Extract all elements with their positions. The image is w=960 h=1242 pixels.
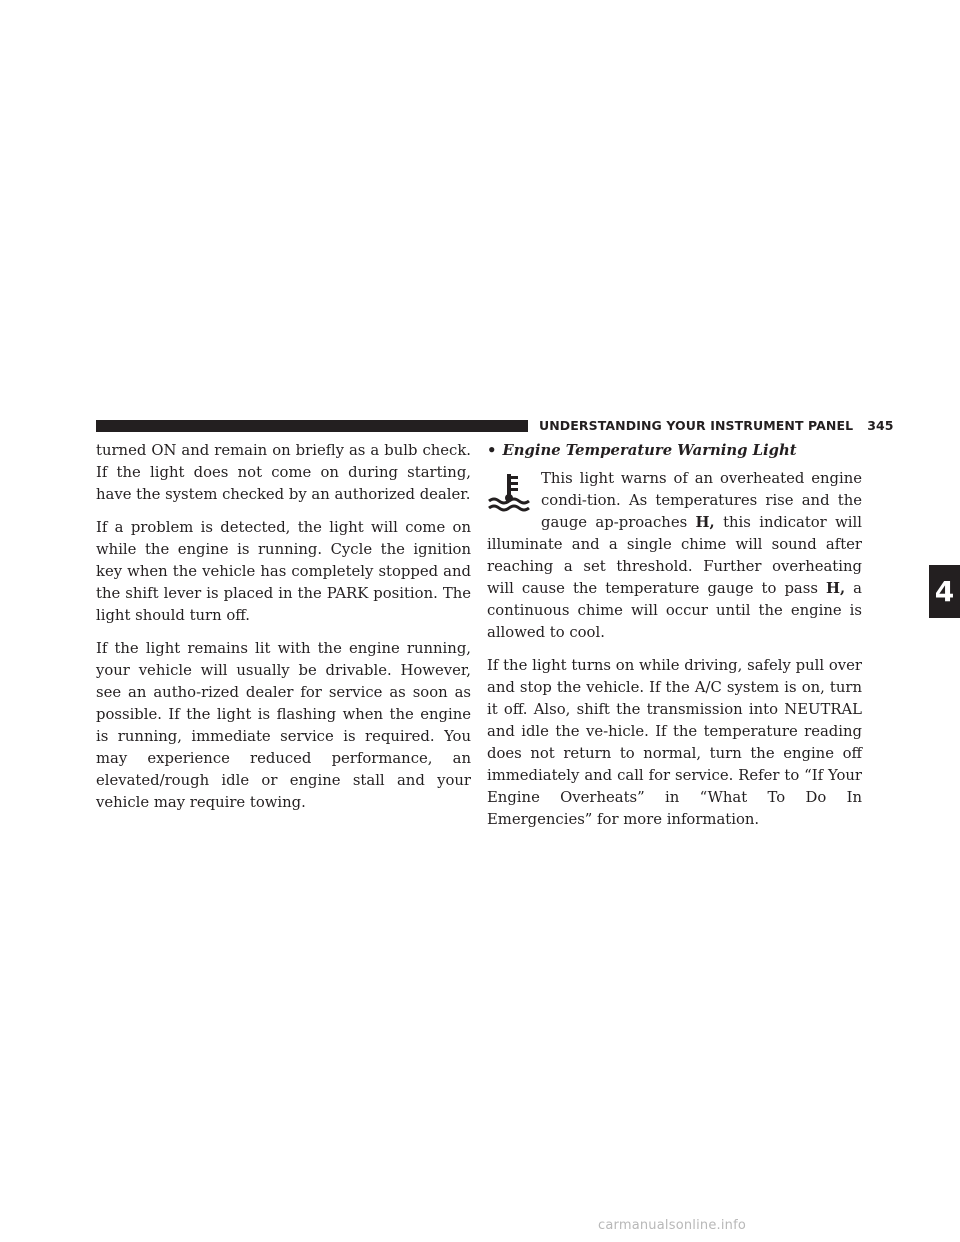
bullet-mark: • xyxy=(487,442,497,459)
header-rule xyxy=(96,420,528,432)
right-column xyxy=(487,440,862,842)
paragraph: If the light remains lit with the engine running, your vehicle will usually be drivable. However, see an autho-rized dealer for service as soon as possible. If the light is flashing when the engine is running, immediate service is required. You may experience reduced performance, an elevated/rough idle or engine stall and your vehicle may require towing. xyxy=(96,640,471,811)
text-run: a continuous chime will occur until the engine is allowed to cool. xyxy=(487,580,862,641)
section-title: UNDERSTANDING YOUR INSTRUMENT PANEL xyxy=(539,418,854,433)
watermark: carmanualsonline.info xyxy=(598,1218,747,1233)
left-column xyxy=(96,440,471,825)
paragraph xyxy=(487,468,862,644)
bold-text-run: H, xyxy=(825,580,846,597)
engine-coolant-temperature-icon xyxy=(487,472,531,512)
running-header xyxy=(539,417,894,435)
text-run: this indicator will illuminate and a single chime will sound after reaching a set threshold. Further overheating will cause the temperature gauge to pass xyxy=(487,514,862,597)
page-number: 345 xyxy=(867,418,894,433)
paragraph: turned ON and remain on briefly as a bulb check. If the light does not come on during starting, have the system checked by an authorized dealer. xyxy=(96,442,471,503)
heading-text: Engine Temperature Warning Light xyxy=(502,442,797,459)
text-run: This light warns of an overheated engine condi-tion. As temperatures rise and the gauge ap-proaches xyxy=(541,470,862,531)
bold-text-run: H, xyxy=(695,514,715,531)
warning-description xyxy=(487,468,862,644)
paragraph: If a problem is detected, the light will come on while the engine is running. Cycle the ignition key when the vehicle has completely stopped and the shift lever is placed in the PARK position. The light should turn off. xyxy=(96,519,471,624)
chapter-tab: 4 xyxy=(929,565,960,618)
section-heading xyxy=(487,440,862,462)
paragraph: If the light turns on while driving, safely pull over and stop the vehicle. If the A/C system is on, turn it off. Also, shift the transmission into NEUTRAL and idle the ve-hicle. If the temperature reading does not return to normal, turn the engine off immediately and call for service. Refer to “If Your Engine Overheats” in “What To Do In Emergencies” for more information. xyxy=(487,657,862,828)
